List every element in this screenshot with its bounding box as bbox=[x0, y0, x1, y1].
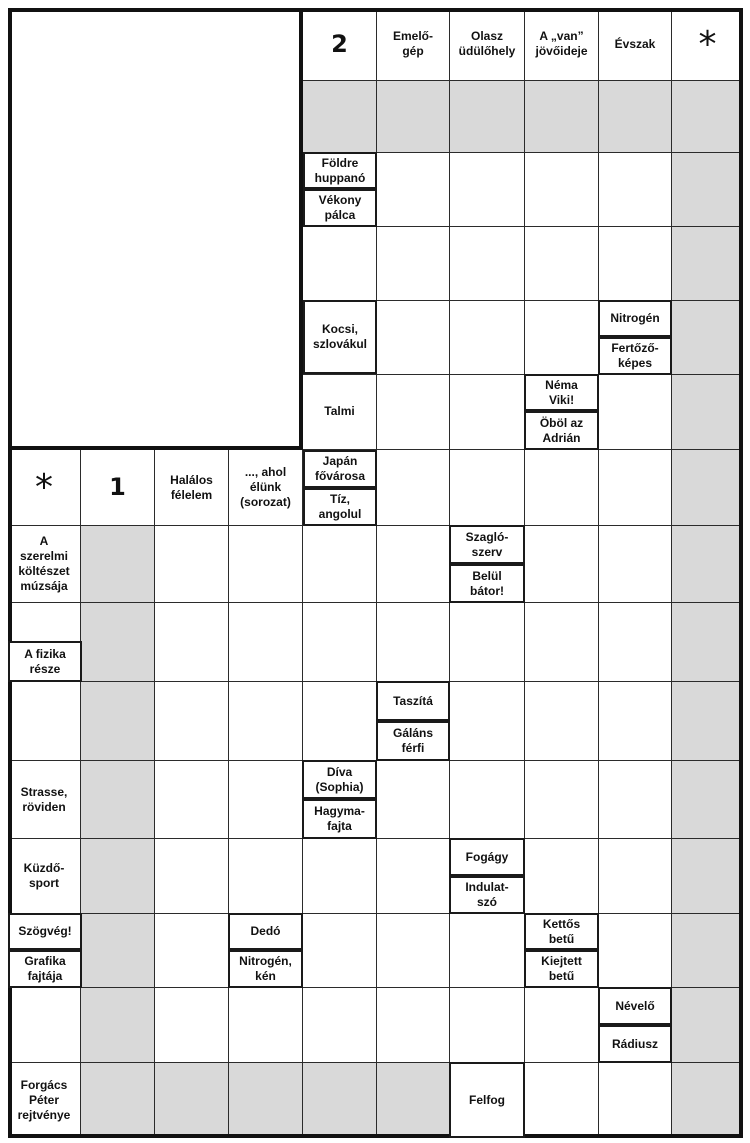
grid-line bbox=[228, 450, 229, 1138]
clue-felfog: Felfog bbox=[449, 1062, 525, 1138]
clue-belul-bator: Belül bátor! bbox=[449, 564, 525, 603]
shaded-row bbox=[303, 81, 743, 152]
clue-emelogep: Emelő- gép bbox=[392, 29, 433, 58]
clue-strasse-roviden: Strasse, röviden bbox=[20, 784, 68, 814]
clue-ahol-elunk: ..., ahol élünk (sorozat) bbox=[240, 465, 291, 509]
clue-kuzdosport: Küzdő- sport bbox=[23, 861, 65, 890]
shaded-bottom-row bbox=[81, 1062, 449, 1138]
author-credit: Forgács Péter rejtvénye bbox=[17, 1078, 71, 1122]
clue-vekony-palca: Vékony pálca bbox=[303, 189, 377, 227]
clue-hagymafajta: Hagyma- fajta bbox=[302, 799, 377, 839]
column-number-2: 2 bbox=[331, 29, 348, 58]
clue-kettos-betu: Kettős betű bbox=[524, 913, 599, 950]
shaded-corner bbox=[672, 1062, 743, 1138]
clue-radiusz: Rádiusz bbox=[598, 1025, 672, 1063]
clue-galans-ferfi: Gáláns férfi bbox=[376, 721, 450, 761]
clue-evszak: Évszak bbox=[614, 36, 656, 51]
clue-halalos-felelem: Halálos félelem bbox=[170, 472, 213, 502]
clue-tiz-angolul: Tíz, angolul bbox=[303, 488, 377, 526]
clue-olasz-udulohely: Olasz üdülőhely bbox=[458, 29, 516, 58]
shaded-column-right bbox=[672, 152, 743, 1062]
clue-taszita: Taszítá bbox=[376, 681, 450, 721]
star-left: * bbox=[35, 467, 53, 508]
clue-diva-sophia: Díva (Sophia) bbox=[302, 760, 377, 799]
clue-van-jovoideje: A „van” jövőideje bbox=[535, 29, 588, 58]
clue-talmi: Talmi bbox=[324, 404, 355, 418]
grid-line bbox=[303, 80, 743, 81]
star-right: * bbox=[698, 23, 717, 65]
clue-foldre-huppano: Földre huppanó bbox=[303, 152, 377, 189]
shaded-column-left bbox=[81, 525, 155, 1062]
clue-szerelmi-koltezet-muzsaja: A szerelmi költészet múzsája bbox=[18, 534, 70, 593]
clue-fizika-resze: A fizika része bbox=[8, 641, 82, 682]
clue-szogveg: Szögvég! bbox=[8, 913, 82, 950]
clue-kiejtett-betu: Kiejtett betű bbox=[524, 950, 599, 988]
clue-nema-viki: Néma Viki! bbox=[524, 374, 599, 411]
clue-obol-az-adrian: Öböl az Adrián bbox=[524, 411, 599, 450]
clue-fertozo-kepes: Fertőző- képes bbox=[598, 337, 672, 375]
clue-japan-fovarosa: Japán fővárosa bbox=[303, 450, 377, 488]
clue-fogagy: Fogágy bbox=[449, 838, 525, 876]
clue-dedo: Dedó bbox=[228, 913, 303, 950]
grid-line bbox=[671, 8, 672, 1138]
clue-nevelo: Névelő bbox=[598, 987, 672, 1025]
clue-grafika-fajtaja: Grafika fajtája bbox=[8, 950, 82, 988]
grid-line bbox=[8, 913, 743, 914]
grid-line bbox=[154, 450, 155, 1138]
image-area bbox=[8, 8, 303, 450]
clue-szagloszerv: Szagló- szerv bbox=[449, 525, 525, 564]
clue-kocsi-szlovakul: Kocsi, szlovákul bbox=[303, 300, 377, 374]
clue-nitrogen-ken: Nitrogén, kén bbox=[228, 950, 303, 988]
row-number-1: 1 bbox=[109, 473, 126, 501]
clue-indulatszo: Indulat- szó bbox=[449, 876, 525, 914]
grid-line bbox=[80, 450, 81, 1138]
clue-nitrogen: Nitrogén bbox=[598, 300, 672, 337]
grid-line bbox=[8, 602, 743, 603]
